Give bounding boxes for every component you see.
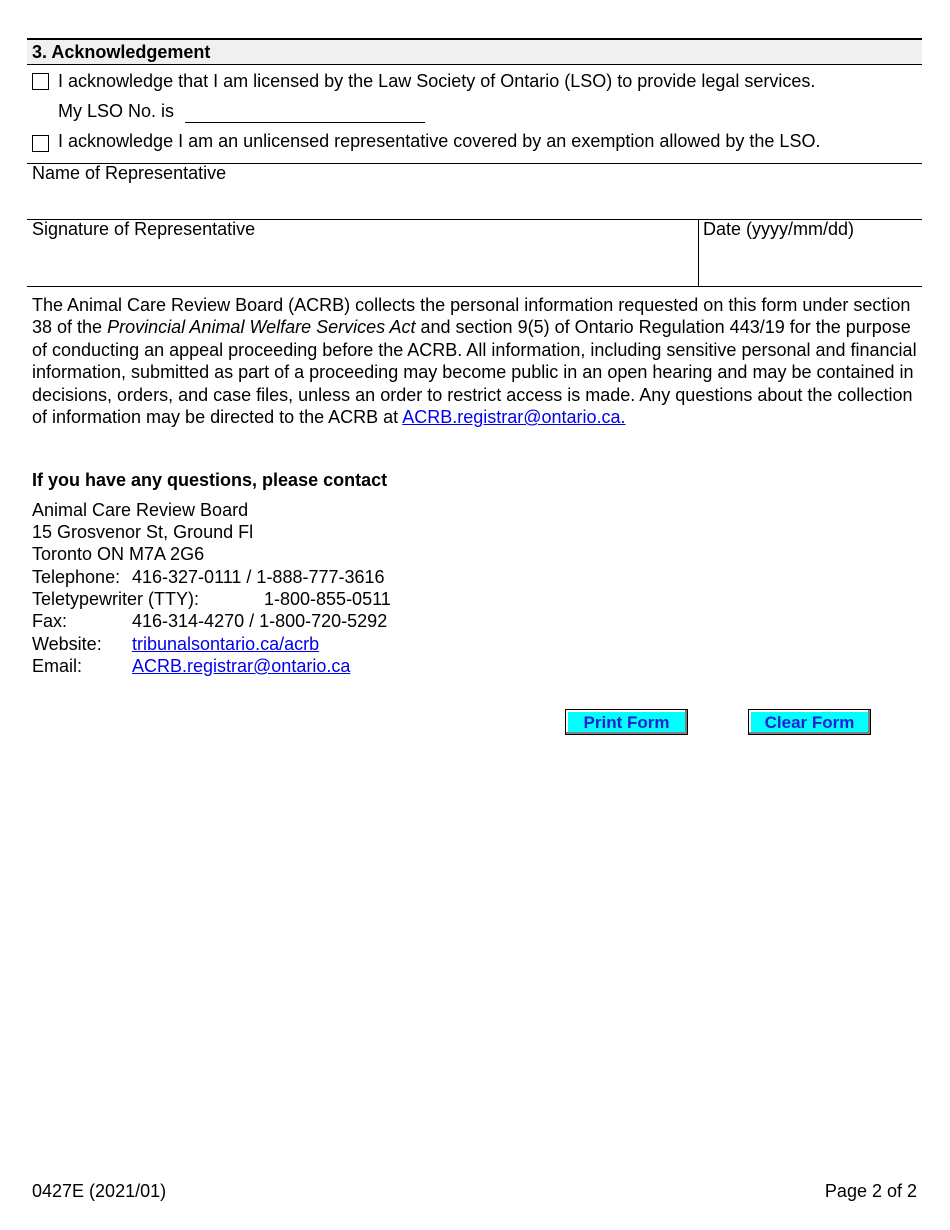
org-name: Animal Care Review Board <box>32 500 249 520</box>
divider <box>27 286 922 287</box>
date-label: Date (yyyy/mm/dd) <box>703 219 855 239</box>
lso-number-input[interactable] <box>185 122 425 123</box>
privacy-email-link[interactable]: ACRB.registrar@ontario.ca. <box>402 407 626 428</box>
unlicensed-text: I acknowledge I am an unlicensed representative covered by an exemption allowed by the LSO. <box>58 131 821 151</box>
tty-value: 1-800-855-0511 <box>264 589 391 609</box>
tty-label: Teletypewriter (TTY): <box>32 589 200 609</box>
contact-heading: If you have any questions, please contact <box>32 470 388 490</box>
telephone-label: Telephone: <box>32 567 121 587</box>
licensed-text: I acknowledge that I am licensed by the Law Society of Ontario (LSO) to provide legal services. <box>58 71 816 91</box>
divider <box>698 219 699 286</box>
name-of-representative-label: Name of Representative <box>32 163 227 183</box>
name-of-representative-field[interactable] <box>27 186 922 218</box>
section-title: 3. Acknowledgement <box>32 42 211 62</box>
act-name: Provincial Animal Welfare Services Act <box>107 317 416 338</box>
section-header <box>27 38 922 65</box>
date-field[interactable] <box>700 242 922 285</box>
email-link[interactable]: ACRB.registrar@ontario.ca <box>132 656 351 676</box>
signature-label: Signature of Representative <box>32 219 256 239</box>
print-form-button[interactable]: Print Form <box>565 709 688 735</box>
street-address: 15 Grosvenor St, Ground Fl <box>32 522 254 542</box>
lso-number-label: My LSO No. is <box>58 101 175 121</box>
privacy-notice <box>32 294 917 428</box>
page-number: Page 2 of 2 <box>824 1181 917 1201</box>
licensed-checkbox[interactable] <box>32 73 49 90</box>
clear-form-button[interactable]: Clear Form <box>748 709 871 735</box>
fax-label: Fax: <box>32 611 68 631</box>
unlicensed-checkbox[interactable] <box>32 135 49 152</box>
fax-value: 416-314-4270 / 1-800-720-5292 <box>132 611 388 631</box>
form-code: 0427E (2021/01) <box>32 1181 167 1201</box>
website-link[interactable]: tribunalsontario.ca/acrb <box>132 634 320 654</box>
privacy-text: The Animal Care Review Board (ACRB) collects the personal information requested on this form under section 38 of the <box>32 295 911 338</box>
city-postal: Toronto ON M7A 2G6 <box>32 544 205 564</box>
signature-field[interactable] <box>27 242 697 285</box>
website-label: Website: <box>32 634 102 654</box>
telephone-value: 416-327-0111 / 1-888-777-3616 <box>132 567 385 587</box>
email-label: Email: <box>32 656 83 676</box>
privacy-text: and section 9(5) of Ontario Regulation 443/19 for the purpose of conducting an appeal proceeding before the ACRB. All information, including sensitive personal and financial information, submitted as part of a proceeding may become public in an open hearing and may be contained in decisions, orders, and case files, unless an order to restrict access is made. Any questions about the collection of information may be directed to the ACRB at <box>32 317 917 428</box>
